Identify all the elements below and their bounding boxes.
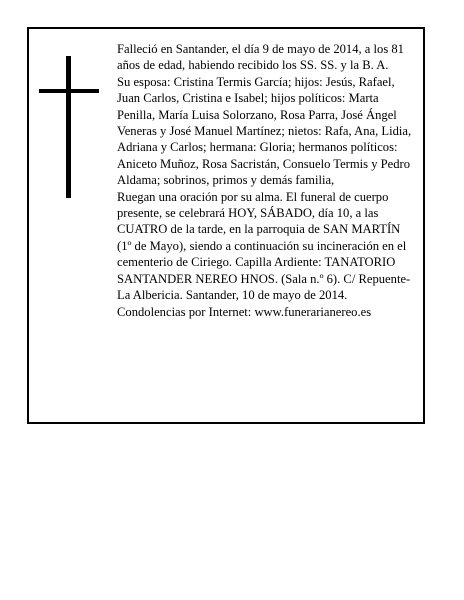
obituary-notice: [27, 27, 425, 424]
notice-paragraph-death: Falleció en Santander, el día 9 de mayo de 2014, a los 81 años de edad, habiendo recibido los SS. SS. y la B. A.: [117, 42, 404, 73]
cross-vertical-bar: [66, 56, 71, 198]
notice-paragraph-funeral: Ruegan una oración por su alma. El funeral de cuerpo presente, se celebrará HOY, SÁBADO, día 10, a las CUATRO de la tarde, en la parroquia de SAN MARTÍN (1º de Mayo), siendo a continuación su incineración en el cementerio de Ciriego. Capilla Ardiente: TANATORIO SANTANDER NEREO HNOS. (Sala n.º 6). C/ Repuente-La Albericia. Santander, 10 de mayo de 2014. Condolencias por Internet: www.funerarianereo.es: [117, 189, 411, 319]
notice-text: [117, 41, 417, 320]
cross-icon: [39, 56, 99, 198]
notice-paragraph-family: Su esposa: Cristina Termis García; hijos: Jesús, Rafael, Juan Carlos, Cristina e Isabel; hijos políticos: Marta Penilla, María Luisa Solorzano, Rosa Parra, José Ángel Veneras y José Manuel Martínez; nietos: Rafa, Ana, Lidia, Adriana y Carlos; hermana: Gloria; hermanos políticos: Aniceto Muñoz, Rosa Sacristán, Consuelo Termis y Pedro Aldama; sobrinos, primos y demás familia,: [117, 74, 412, 188]
cross-horizontal-bar: [39, 89, 99, 93]
